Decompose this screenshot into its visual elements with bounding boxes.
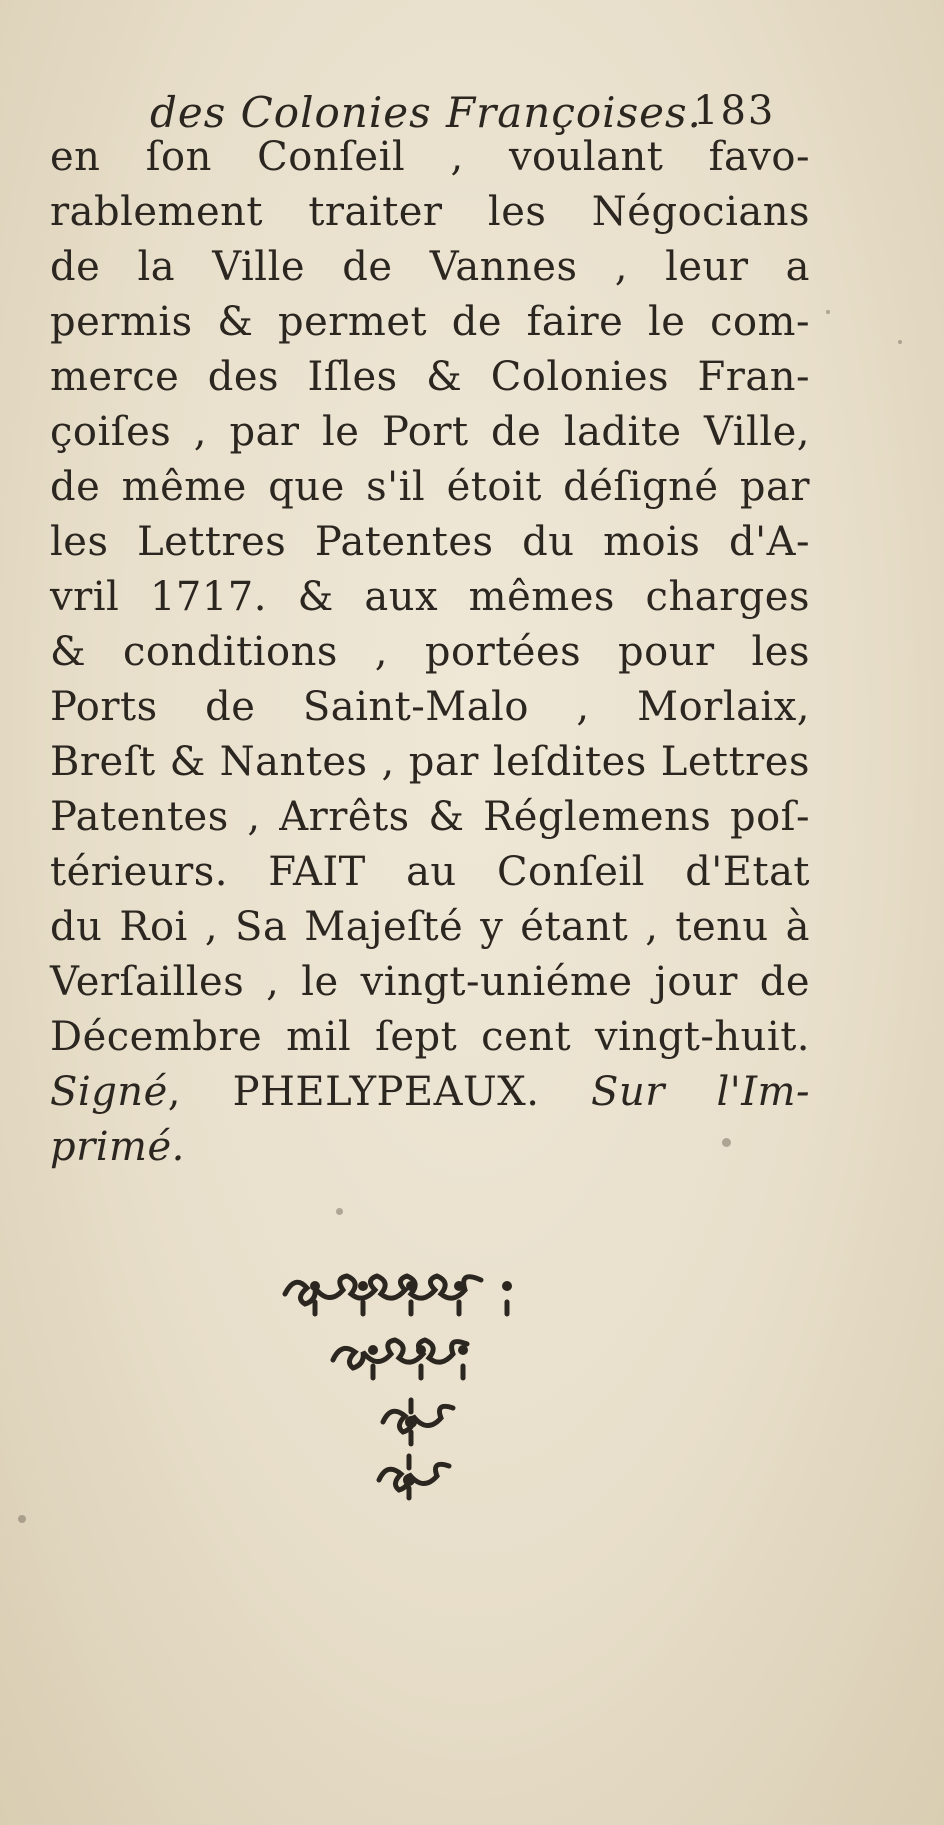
paper-speck: [898, 340, 902, 344]
fleuron-tailpiece-ornament: [275, 1262, 545, 1502]
signatory-name: PHELYPEAUX.: [232, 1069, 540, 1115]
text-line: du Roi , Sa Majeſté y étant , tenu à: [50, 904, 810, 950]
text-line: de la Ville de Vannes , leur a: [50, 244, 810, 290]
paper-speck: [18, 1515, 26, 1523]
text-line: Ports de Saint-Malo , Morlaix,: [50, 684, 810, 730]
text-line: rablement traiter les Négocians: [50, 189, 810, 235]
paper-speck: [336, 1208, 343, 1215]
text-line: & conditions , portées pour les: [50, 629, 810, 675]
body-text: [50, 130, 810, 1175]
signature-line: Signé, PHELYPEAUX. Sur l'Im-: [50, 1069, 810, 1115]
text-line: vril 1717. & aux mêmes charges: [50, 574, 810, 620]
text-line: çoiſes , par le Port de ladite Ville,: [50, 409, 810, 455]
text-line: merce des Iſles & Colonies Fran-: [50, 354, 810, 400]
ornament-row-1: [285, 1276, 507, 1314]
imprint-note: Sur l'Im-: [591, 1069, 810, 1115]
paper-speck: [826, 310, 830, 314]
paper-speck: [722, 1138, 731, 1147]
signed-label: Signé: [50, 1069, 168, 1115]
text-line: Breſt & Nantes , par leſdites Lettres: [50, 739, 810, 785]
text-line: en ſon Conſeil , voulant favo-: [50, 134, 810, 180]
text-line: Décembre mil ſept cent vingt-huit.: [50, 1014, 810, 1060]
text-line: les Lettres Patentes du mois d'A-: [50, 519, 810, 565]
ornament-row-2: [333, 1340, 467, 1378]
text-line: de même que s'il étoit déſigné par: [50, 464, 810, 510]
text-line: [50, 1120, 810, 1175]
ornament-row-3: [383, 1400, 453, 1444]
text-line: permis & permet de faire le com-: [50, 299, 810, 345]
running-title: des Colonies Françoises.: [150, 88, 702, 137]
page-number: 183: [693, 88, 776, 134]
text-line: Patentes , Arrêts & Réglemens poſ-: [50, 794, 810, 840]
text-line: Verſailles , le vingt-uniéme jour de: [50, 959, 810, 1005]
text-line: térieurs. FAIT au Conſeil d'Etat: [50, 849, 810, 895]
imprint-note-end: primé.: [50, 1124, 185, 1170]
